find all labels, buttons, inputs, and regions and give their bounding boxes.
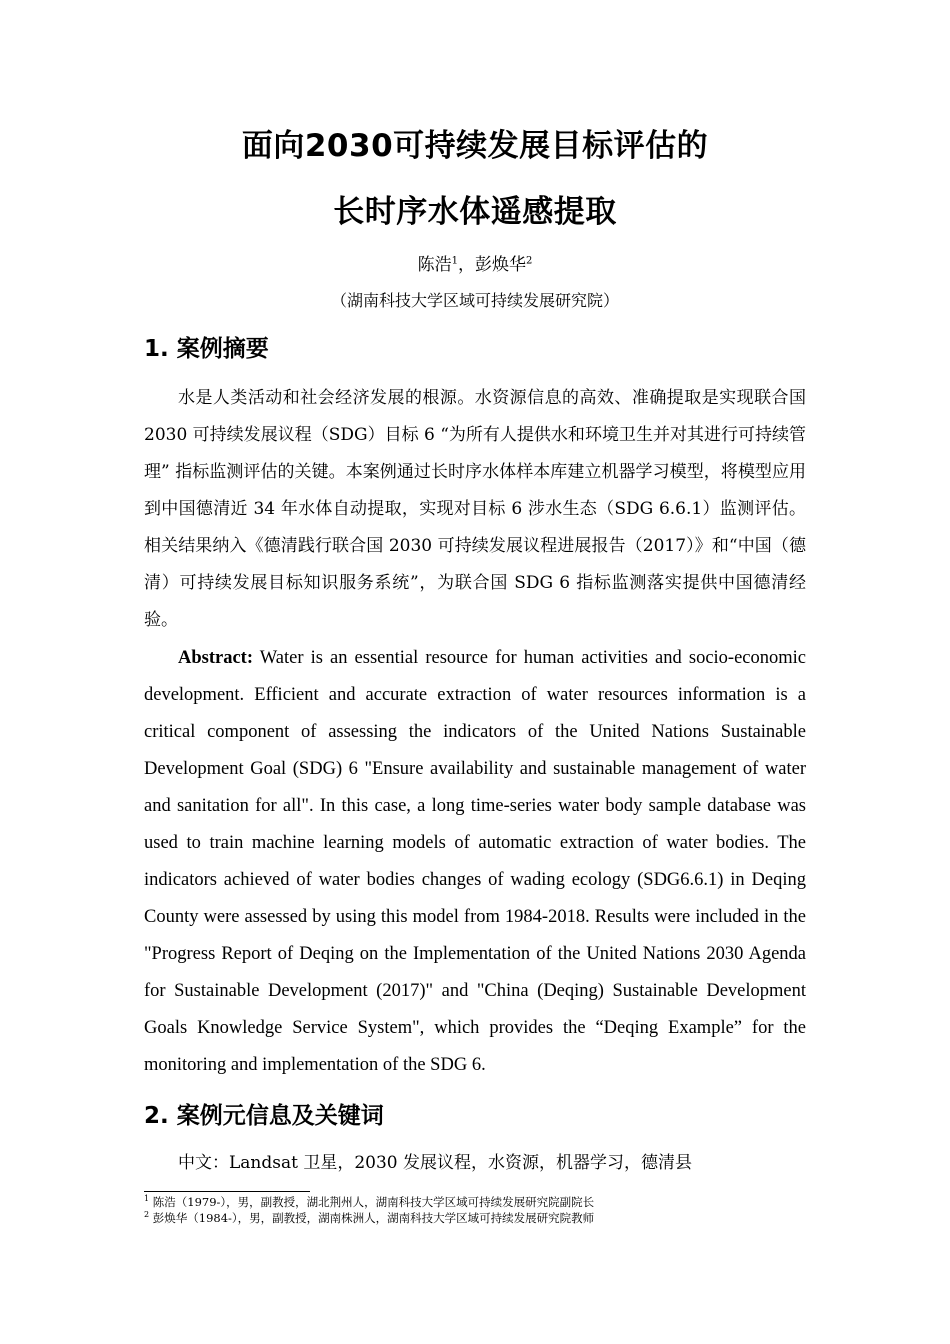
paper-title-line-1: 面向2030可持续发展目标评估的 (241, 128, 709, 164)
abstract-label: Abstract: (178, 648, 254, 668)
footnote-1 (144, 1195, 594, 1210)
author-separator: ， (458, 255, 475, 275)
author-name: 陈浩 (417, 255, 452, 275)
author-footnote-mark: 1 (451, 255, 458, 267)
abstract-text: Water is an essential resource for human activities and socio-economic development. Efficient and accurate extraction of water resources information is a critical component of assessing the indicators of the United Nations Sustainable Development Goal (SDG) 6 "Ensure availability and sustainable management of water and sanitation for all". In this case, a long time-series water body sample database was used to train machine learning models of automatic extraction of water bodies. The indicators achieved of water bodies changes of wading ecology (SDG6.6.1) in Deqing County were assessed by using this model from 1984-2018. Results were included in the "Progress Report of Deqing on the Implementation of the United Nations 2030 Agenda for Sustainable Development (2017)" and "China (Deqing) Sustainable Development Goals Knowledge Service System", which provides the “Deqing Example” for the monitoring and implementation of the SDG 6. (144, 648, 806, 1075)
author-footnote-mark: 2 (526, 255, 533, 267)
author-name: 彭焕华 (475, 255, 526, 275)
section-heading-metadata: 2. 案例元信息及关键词 (144, 1103, 384, 1129)
paper-title-line-2: 长时序水体遥感提取 (333, 194, 617, 230)
footnote-2 (144, 1211, 594, 1226)
author-list (144, 250, 806, 275)
paper-page (144, 0, 806, 1344)
abstract-paragraph-en (144, 640, 806, 1084)
footnote-text: 陈浩（1979-），男，副教授，湖北荆州人，湖南科技大学区域可持续发展研究院副院长 (149, 1195, 595, 1209)
footnote-divider (144, 1191, 310, 1192)
affiliation: （湖南科技大学区域可持续发展研究院） (330, 291, 619, 310)
footnote-text: 彭焕华（1984-），男，副教授，湖南株洲人，湖南科技大学区域可持续发展研究院教师 (149, 1211, 595, 1225)
footnote-mark: 2 (144, 1210, 150, 1220)
section-heading-summary: 1. 案例摘要 (144, 336, 269, 362)
footnote-mark: 1 (144, 1194, 150, 1204)
summary-paragraph-zh: 水是人类活动和社会经济发展的根源。水资源信息的高效、准确提取是实现联合国 2030 可持续发展议程（SDG）目标 6 “为所有人提供水和环境卫生并对其进行可持续管理” 指标监测评估的关键。本案例通过长时序水体样本库建立机器学习模型，将模型应用到中国德清近 34 年水体自动提取，实现对目标 6 涉水生态（SDG 6.6.1）监测评估。相关结果纳入《德清践行联合国 2030 可持续发展议程进展报告（2017）》和“中国（德清）可持续发展目标知识服务系统”，为联合国 SDG 6 指标监测落实提供中国德清经验。 (144, 388, 806, 630)
keywords-zh: 中文：Landsat 卫星，2030 发展议程，水资源，机器学习，德清县 (178, 1153, 693, 1173)
